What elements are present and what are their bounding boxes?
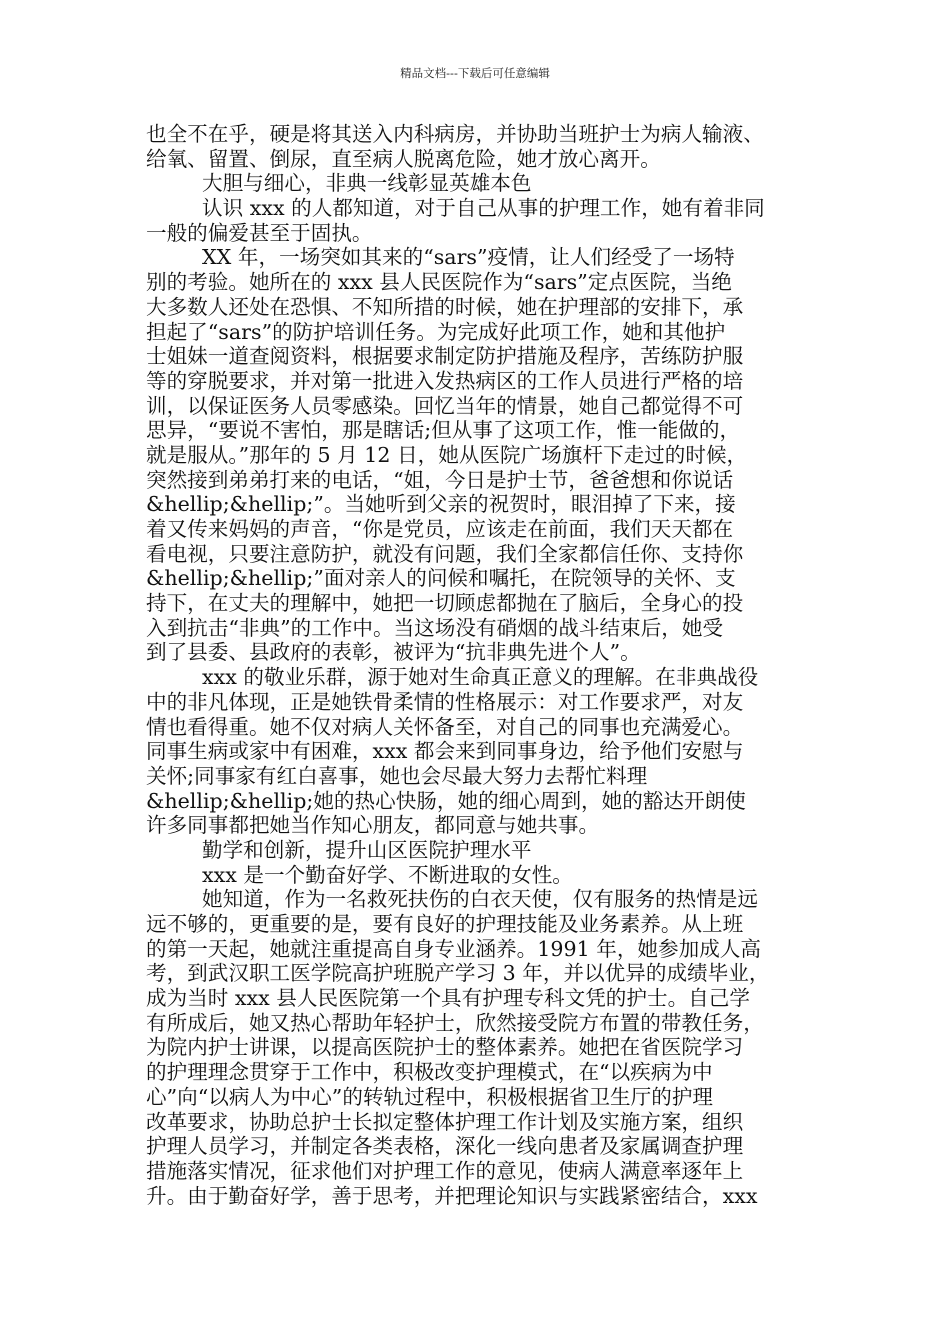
text-line: 看电视，只要注意防护，就没有问题，我们全家都信任你、支持你 [146,541,744,566]
text-line: 措施落实情况，征求他们对护理工作的意见，使病人满意率逐年上 [146,1158,744,1183]
text-line: &hellip;&hellip;”面对亲人的问候和嘱托，在院领导的关怀、支 [146,566,736,591]
text-line: 别的考验。她所在的 xxx 县人民医院作为“sars”定点医院，当绝 [146,270,732,295]
section-heading: 大胆与细心，非典一线彰显英雄本色 [202,171,532,196]
text-line: 突然接到弟弟打来的电话，“姐，今日是护士节，爸爸想和你说话 [146,467,734,492]
text-line: 同事生病或家中有困难，xxx 都会来到同事身边，给予他们安慰与 [146,739,744,764]
text-line: XX 年，一场突如其来的“sars”疫情，让人们经受了一场特 [202,245,735,270]
text-line: 的第一天起，她就注重提高自身专业涵养。1991 年，她参加成人高 [146,936,761,961]
text-line: xxx 的敬业乐群，源于她对生命真正意义的理解。在非典战役 [202,665,759,690]
text-line: 的护理理念贯穿于工作中，积极改变护理模式，在“以疾病为中 [146,1060,713,1085]
text-line: 入到抗击“非典”的工作中。当这场没有硝烟的战斗结束后，她受 [146,615,724,640]
text-line: 护理人员学习，并制定各类表格，深化一线向患者及家属调查护理 [146,1134,744,1159]
text-line: 许多同事都把她当作知心朋友，都同意与她共事。 [146,813,600,838]
text-line: 就是服从。”那年的 5 月 12 日，她从医院广场旗杆下走过的时候， [146,442,748,467]
text-line: 为院内护士讲课，以提高医院护士的整体素养。她把在省医院学习 [146,1035,744,1060]
text-line: 到了县委、县政府的表彰，被评为“抗非典先进个人”。 [146,640,641,665]
text-line: 考，到武汉职工医学院高护班脱产学习 3 年，并以优异的成绩毕业， [146,961,770,986]
section-heading: 勤学和创新，提升山区医院护理水平 [202,837,532,862]
text-line: 给氧、留置、倒尿，直至病人脱离危险，她才放心离开。 [146,146,661,171]
text-line: xxx 是一个勤奋好学、不断进取的女性。 [202,862,573,887]
text-line: 有所成后，她又热心帮助年轻护士，欣然接受院方布置的带教任务， [146,1010,764,1035]
text-line: 认识 xxx 的人都知道，对于自己从事的护理工作，她有着非同 [202,196,765,221]
text-line: 关怀;同事家有红白喜事，她也会尽最大努力去帮忙料理 [146,763,648,788]
text-line: 一般的偏爱甚至于固执。 [146,220,373,245]
text-line: 担起了“sars”的防护培训任务。为完成好此项工作，她和其他护 [146,319,726,344]
text-line: &hellip;&hellip;”。当她听到父亲的祝贺时，眼泪掉了下来，接 [146,492,736,517]
text-line: 心”向“以病人为中心”的转轨过程中，积极根据省卫生厅的护理 [146,1084,714,1109]
text-line: 改革要求，协助总护士长拟定整体护理工作计划及实施方案，组织 [146,1109,744,1134]
text-line: 远不够的，更重要的是，要有良好的护理技能及业务素养。从上班 [146,912,744,936]
text-line: 升。由于勤奋好学，善于思考，并把理论知识与实践紧密结合，xxx [146,1183,758,1208]
page-header: 精品文档---下载后可任意编辑 [400,66,550,80]
text-line: 士姐妹一道查阅资料，根据要求制定防护措施及程序，苦练防护服 [146,344,744,369]
text-line: 也全不在乎，硬是将其送入内科病房，并协助当班护士为病人输液、 [146,122,764,146]
text-line: 情也看得重。她不仅对病人关怀备至，对自己的同事也充满爱心。 [146,714,744,739]
text-line: 等的穿脱要求，并对第一批进入发热病区的工作人员进行严格的培 [146,368,744,393]
text-line: 训，以保证医务人员零感染。回忆当年的情景，她自己都觉得不可 [146,393,744,418]
text-line: 成为当时 xxx 县人民医院第一个具有护理专科文凭的护士。自己学 [146,986,750,1011]
text-line: 思异，“要说不害怕，那是瞎话;但从事了这项工作，惟一能做的， [146,418,741,443]
text-line: 持下，在丈夫的理解中，她把一切顾虑都抛在了脑后，全身心的投 [146,591,744,616]
text-line: 中的非凡体现，正是她铁骨柔情的性格展示：对工作要求严，对友 [146,689,744,714]
text-line: 她知道，作为一名救死扶伤的白衣天使，仅有服务的热情是远 [202,887,759,912]
document-body [146,122,826,1208]
text-line: 大多数人还处在恐惧、不知所措的时候，她在护理部的安排下，承 [146,294,744,319]
text-line: &hellip;&hellip;她的热心快肠，她的细心周到，她的豁达开朗使 [146,788,746,813]
text-line: 着又传来妈妈的声音，“你是党员，应该走在前面，我们天天都在 [146,517,734,541]
